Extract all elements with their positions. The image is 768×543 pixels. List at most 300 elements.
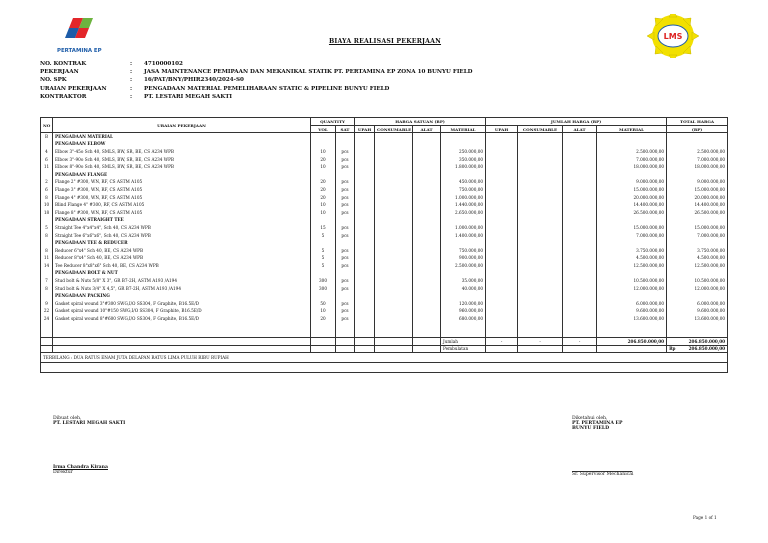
sign-left-intro: Dibuat oleh,	[53, 416, 82, 421]
row-total: 7.000.000,00	[667, 155, 728, 163]
blank-row	[41, 363, 728, 373]
row-desc: Gasket spiral wound 10"#150 SWG,I/O SS304, F Graphite, B16.5E/D	[53, 307, 311, 315]
filler-cell	[53, 322, 311, 330]
header-alat: ALAT	[413, 126, 441, 133]
row-alat	[413, 277, 441, 285]
row-no: 6	[41, 155, 53, 163]
row-j-upah	[486, 170, 518, 178]
row-alat	[413, 186, 441, 194]
row-desc: Reducer 8"x4" Sch 40, BE, CS A234 WPB	[53, 254, 311, 262]
row-j-consumable	[518, 186, 563, 194]
row-desc: Straight Tee 6"x6"x6", Sch 40, CS A234 WPB	[53, 231, 311, 239]
row-j-alat	[563, 178, 597, 186]
row-j-material: 20.000.000,00	[597, 193, 667, 201]
row-vol: 50	[311, 300, 336, 308]
row-total: 15.000.000,00	[667, 224, 728, 232]
filler-cell	[486, 322, 518, 330]
filler-cell	[518, 330, 563, 338]
row-upah	[355, 148, 375, 156]
header-vol: VOL	[311, 126, 336, 133]
row-j-alat	[563, 193, 597, 201]
row-j-consumable	[518, 140, 563, 148]
section-row	[41, 140, 728, 148]
row-material: 2.500.000,00	[441, 262, 486, 270]
row-no: 10	[41, 201, 53, 209]
row-j-material: 18.000.000,00	[597, 163, 667, 171]
row-sat: pcs	[336, 178, 355, 186]
row-alat	[413, 224, 441, 232]
row-desc: PENGADAAN ELBOW	[53, 140, 311, 148]
row-sat: pcs	[336, 284, 355, 292]
signature-left	[53, 416, 125, 426]
row-j-consumable	[518, 315, 563, 323]
row-j-alat	[563, 284, 597, 292]
row-consumable	[375, 155, 413, 163]
row-upah	[355, 163, 375, 171]
row-alat	[413, 262, 441, 270]
row-consumable	[375, 178, 413, 186]
info-value: 4710000102	[144, 61, 183, 68]
row-sat: pcs	[336, 186, 355, 194]
row-upah	[355, 254, 375, 262]
sign-right-intro: Diketahui oleh,	[572, 416, 608, 421]
row-j-consumable	[518, 300, 563, 308]
row-total: 3.750.000,00	[667, 246, 728, 254]
row-consumable	[375, 216, 413, 224]
row-desc: Stud bolt & Nuts 3/4" X 4,5", GR B7-2H, ASTM A193 /A194	[53, 284, 311, 292]
row-sat: pcs	[336, 300, 355, 308]
row-sat: pcs	[336, 208, 355, 216]
row-sat: pcs	[336, 315, 355, 323]
table-row	[41, 262, 728, 270]
row-total: 18.000.000,00	[667, 163, 728, 171]
row-consumable	[375, 201, 413, 209]
sign-left-name: Irma Chandra Kirana	[53, 465, 108, 470]
row-vol: 5	[311, 254, 336, 262]
row-sat: pcs	[336, 262, 355, 270]
row-alat	[413, 201, 441, 209]
row-desc: Flange 2" #300, WN, RF, CS ASTM A105	[53, 178, 311, 186]
row-upah	[355, 277, 375, 285]
pertamina-logo	[53, 14, 123, 60]
row-alat	[413, 133, 441, 141]
filler-row	[41, 330, 728, 338]
row-j-upah	[486, 269, 518, 277]
row-no	[41, 140, 53, 148]
row-vol	[311, 216, 336, 224]
row-material: 350.000,00	[441, 155, 486, 163]
header-consumable: CONSUMABLE	[518, 126, 563, 133]
row-consumable	[375, 277, 413, 285]
row-desc: PENGADAAN FLANGE	[53, 170, 311, 178]
row-desc: Straight Tee 4"x4"x4", Sch 40, CS A234 WPB	[53, 224, 311, 232]
row-j-material	[597, 170, 667, 178]
row-j-upah	[486, 148, 518, 156]
row-j-consumable	[518, 133, 563, 141]
row-upah	[355, 231, 375, 239]
row-desc: Gasket spiral wound 8"#600 SWG,I/O SS304, F Graphite, B16.5E/D	[53, 315, 311, 323]
row-vol: 10	[311, 201, 336, 209]
row-consumable	[375, 262, 413, 270]
row-j-consumable	[518, 254, 563, 262]
row-j-material: 4.500.000,00	[597, 254, 667, 262]
row-desc: PENGADAAN BOLT & NUT	[53, 269, 311, 277]
row-total: 12.000.000,00	[667, 284, 728, 292]
row-vol	[311, 133, 336, 141]
row-j-consumable	[518, 292, 563, 300]
filler-cell	[355, 322, 375, 330]
info-row: URAIAN PEKERJAAN : PENGADAAN MATERIAL PEMELIHARAAN STATIC & PIPELINE BUNYU FIELD	[40, 85, 390, 92]
row-material: 1.440.000,00	[441, 201, 486, 209]
filler-cell	[667, 322, 728, 330]
filler-row	[41, 322, 728, 330]
row-j-upah	[486, 178, 518, 186]
row-j-material: 9.000.000,00	[597, 178, 667, 186]
row-material: 120.000,00	[441, 300, 486, 308]
row-upah	[355, 208, 375, 216]
row-alat	[413, 292, 441, 300]
row-material: 900.000,00	[441, 254, 486, 262]
row-j-consumable	[518, 224, 563, 232]
row-no: 4	[41, 148, 53, 156]
section-row	[41, 292, 728, 300]
row-j-upah	[486, 193, 518, 201]
row-alat	[413, 307, 441, 315]
row-no: 7	[41, 277, 53, 285]
row-vol: 5	[311, 262, 336, 270]
section-row	[41, 170, 728, 178]
row-no: 14	[41, 262, 53, 270]
row-j-consumable	[518, 284, 563, 292]
header-total-unit: (RP)	[667, 126, 728, 133]
row-j-consumable	[518, 269, 563, 277]
row-j-upah	[486, 284, 518, 292]
pembulatan-label: Pembulatan	[441, 345, 486, 353]
row-total: 20.000.000,00	[667, 193, 728, 201]
row-material: 1.000.000,00	[441, 224, 486, 232]
row-consumable	[375, 300, 413, 308]
filler-cell	[53, 330, 311, 338]
row-vol: 5	[311, 231, 336, 239]
info-label: URAIAN PEKERJAAN	[40, 85, 107, 92]
row-j-upah	[486, 292, 518, 300]
row-upah	[355, 186, 375, 194]
row-vol	[311, 239, 336, 247]
row-consumable	[375, 315, 413, 323]
row-upah	[355, 300, 375, 308]
row-alat	[413, 246, 441, 254]
row-j-consumable	[518, 216, 563, 224]
signature-left-name-block	[53, 465, 108, 475]
row-upah	[355, 262, 375, 270]
row-j-upah	[486, 133, 518, 141]
table-row	[41, 201, 728, 209]
row-alat	[413, 193, 441, 201]
row-material: 250.000,00	[441, 148, 486, 156]
row-material	[441, 269, 486, 277]
jumlah-label: Jumlah	[441, 338, 486, 346]
row-vol	[311, 170, 336, 178]
row-j-material: 14.400.000,00	[597, 201, 667, 209]
row-j-material: 13.600.000,00	[597, 315, 667, 323]
row-j-consumable	[518, 208, 563, 216]
row-j-alat	[563, 307, 597, 315]
row-material: 35.000,00	[441, 277, 486, 285]
row-j-material	[597, 140, 667, 148]
info-row: PEKERJAAN : JASA MAINTENANCE PEMIPAAN DAN MEKANIKAL STATIK PT. PERTAMINA EP ZONA 10 BUNYU FIELD	[40, 69, 473, 76]
row-sat: pcs	[336, 277, 355, 285]
row-j-alat	[563, 186, 597, 194]
row-j-alat	[563, 208, 597, 216]
row-j-consumable	[518, 239, 563, 247]
row-j-alat	[563, 300, 597, 308]
row-j-alat	[563, 262, 597, 270]
info-row: KONTRAKTOR : PT. LESTARI MEGAH SAKTI	[40, 93, 233, 100]
filler-cell	[413, 330, 441, 338]
header-material: MATERIAL	[597, 126, 667, 133]
row-j-alat	[563, 254, 597, 262]
row-j-upah	[486, 315, 518, 323]
row-j-upah	[486, 239, 518, 247]
row-alat	[413, 239, 441, 247]
signature-right-role-block	[572, 472, 633, 477]
row-sat: pcs	[336, 246, 355, 254]
row-sat	[336, 140, 355, 148]
row-no: 9	[41, 300, 53, 308]
row-j-alat	[563, 148, 597, 156]
row-total: 6.000.000,00	[667, 300, 728, 308]
row-total: 2.500.000,00	[667, 148, 728, 156]
section-row	[41, 133, 728, 141]
row-j-upah	[486, 163, 518, 171]
row-j-alat	[563, 292, 597, 300]
row-vol: 10	[311, 163, 336, 171]
table-row	[41, 307, 728, 315]
filler-cell	[41, 322, 53, 330]
row-desc: Flange 8" #300, WN, RF, CS ASTM A105	[53, 208, 311, 216]
row-j-material: 7.000.000,00	[597, 231, 667, 239]
filler-cell	[667, 330, 728, 338]
row-total	[667, 140, 728, 148]
row-consumable	[375, 307, 413, 315]
row-j-material: 15.000.000,00	[597, 224, 667, 232]
row-desc: Gasket spiral wound 3"#300 SWG,I/O SS304, F Graphite, B16.5E/D	[53, 300, 311, 308]
header-upah: UPAH	[486, 126, 518, 133]
row-material: 1.000.000,00	[441, 193, 486, 201]
row-material	[441, 216, 486, 224]
row-j-consumable	[518, 193, 563, 201]
table-row	[41, 284, 728, 292]
row-upah	[355, 133, 375, 141]
row-j-consumable	[518, 201, 563, 209]
table-row	[41, 300, 728, 308]
filler-cell	[413, 322, 441, 330]
row-alat	[413, 254, 441, 262]
row-desc: Tee Reducer 8"x8"x6" Sch 40, BE, CS A234 WPB	[53, 262, 311, 270]
info-value: PENGADAAN MATERIAL PEMELIHARAAN STATIC & PIPELINE BUNYU FIELD	[144, 85, 390, 92]
row-j-material: 9.600.000,00	[597, 307, 667, 315]
table-row	[41, 231, 728, 239]
row-no: 8	[41, 246, 53, 254]
row-total: 15.000.000,00	[667, 186, 728, 194]
row-upah	[355, 216, 375, 224]
section-row	[41, 269, 728, 277]
row-j-consumable	[518, 148, 563, 156]
table-row	[41, 186, 728, 194]
row-sat	[336, 269, 355, 277]
row-j-upah	[486, 155, 518, 163]
row-j-material: 10.500.000,00	[597, 277, 667, 285]
row-total: 4.500.000,00	[667, 254, 728, 262]
row-vol: 20	[311, 155, 336, 163]
pertamina-logo-text: PERTAMINA EP	[57, 48, 102, 54]
document-title: BIAYA REALISASI PEKERJAAN	[328, 38, 442, 45]
row-j-material: 6.000.000,00	[597, 300, 667, 308]
filler-cell	[441, 330, 486, 338]
info-label: KONTRAKTOR	[40, 93, 87, 100]
row-no: 24	[41, 315, 53, 323]
row-j-alat	[563, 133, 597, 141]
contract-info	[40, 60, 472, 101]
filler-cell	[597, 322, 667, 330]
row-j-consumable	[518, 246, 563, 254]
row-j-consumable	[518, 178, 563, 186]
row-consumable	[375, 193, 413, 201]
header-alat: ALAT	[563, 126, 597, 133]
row-j-material: 7.000.000,00	[597, 155, 667, 163]
row-upah	[355, 292, 375, 300]
row-material: 450.000,00	[441, 178, 486, 186]
header-uraian: URAIAN PEKERJAAN	[53, 118, 311, 133]
lms-logo	[634, 14, 712, 58]
row-j-consumable	[518, 155, 563, 163]
row-j-material	[597, 269, 667, 277]
filler-cell	[563, 330, 597, 338]
info-row: NO. SPK : 16/PAT/BNY/PHIR2340/2024-S0	[40, 77, 244, 84]
sign-right-org: PT. PERTAMINA EP	[572, 421, 623, 426]
row-consumable	[375, 170, 413, 178]
row-j-alat	[563, 277, 597, 285]
row-total	[667, 292, 728, 300]
row-vol: 20	[311, 186, 336, 194]
row-desc: Flange 4" #300, WN, RF, CS ASTM A105	[53, 193, 311, 201]
row-alat	[413, 178, 441, 186]
jumlah-alat: -	[563, 338, 597, 346]
row-upah	[355, 170, 375, 178]
row-consumable	[375, 269, 413, 277]
row-j-material	[597, 292, 667, 300]
table-row	[41, 224, 728, 232]
table-row	[41, 254, 728, 262]
header-upah: UPAH	[355, 126, 375, 133]
filler-cell	[336, 322, 355, 330]
row-j-material	[597, 216, 667, 224]
filler-cell	[41, 330, 53, 338]
row-vol: 10	[311, 208, 336, 216]
filler-cell	[375, 330, 413, 338]
row-material: 1.800.000,00	[441, 163, 486, 171]
filler-cell	[441, 322, 486, 330]
row-material	[441, 292, 486, 300]
row-j-upah	[486, 307, 518, 315]
header-sat: SAT	[336, 126, 355, 133]
row-desc: PENGADAAN PACKING	[53, 292, 311, 300]
row-vol: 20	[311, 178, 336, 186]
row-alat	[413, 231, 441, 239]
row-sat	[336, 216, 355, 224]
info-label: NO. KONTRAK	[40, 61, 87, 68]
row-vol: 10	[311, 307, 336, 315]
row-j-material: 2.500.000,00	[597, 148, 667, 156]
row-no	[41, 216, 53, 224]
row-upah	[355, 315, 375, 323]
jumlah-consumable: -	[518, 338, 563, 346]
row-upah	[355, 307, 375, 315]
row-no: 8	[41, 284, 53, 292]
row-upah	[355, 269, 375, 277]
row-sat: pcs	[336, 254, 355, 262]
row-j-upah	[486, 216, 518, 224]
jumlah-upah: -	[486, 338, 518, 346]
row-no	[41, 269, 53, 277]
table-row	[41, 193, 728, 201]
header-total-harga: TOTAL HARGA	[667, 118, 728, 126]
row-no: 11	[41, 163, 53, 171]
row-j-alat	[563, 239, 597, 247]
row-no: 8	[41, 193, 53, 201]
filler-cell	[355, 330, 375, 338]
filler-cell	[375, 322, 413, 330]
row-j-upah	[486, 140, 518, 148]
row-j-upah	[486, 231, 518, 239]
row-vol	[311, 269, 336, 277]
row-j-consumable	[518, 277, 563, 285]
sign-right-role: Sr. Supervisor Mechanical	[572, 472, 634, 477]
row-consumable	[375, 186, 413, 194]
row-desc: Reducer 6"x4" Sch 40, BE, CS A234 WPB	[53, 246, 311, 254]
row-no	[41, 239, 53, 247]
row-consumable	[375, 224, 413, 232]
row-upah	[355, 246, 375, 254]
row-j-upah	[486, 254, 518, 262]
row-j-material: 12.000.000,00	[597, 284, 667, 292]
table-row	[41, 246, 728, 254]
row-no: 8	[41, 231, 53, 239]
filler-cell	[518, 322, 563, 330]
filler-cell	[311, 330, 336, 338]
row-vol	[311, 292, 336, 300]
pembulatan-total: 206.850.000,00	[688, 346, 726, 352]
row-sat	[336, 239, 355, 247]
row-j-consumable	[518, 170, 563, 178]
row-alat	[413, 148, 441, 156]
row-consumable	[375, 133, 413, 141]
row-sat: pcs	[336, 155, 355, 163]
row-upah	[355, 140, 375, 148]
row-no: B	[41, 133, 53, 141]
row-j-material	[597, 133, 667, 141]
row-j-upah	[486, 300, 518, 308]
row-desc: Blind Flange 4" #300, RF, CS ASTM A105	[53, 201, 311, 209]
row-vol: 5	[311, 246, 336, 254]
row-material: 680.000,00	[441, 315, 486, 323]
row-vol	[311, 140, 336, 148]
row-j-alat	[563, 155, 597, 163]
row-upah	[355, 193, 375, 201]
row-total: 14.400.000,00	[667, 201, 728, 209]
row-no	[41, 292, 53, 300]
row-total	[667, 216, 728, 224]
